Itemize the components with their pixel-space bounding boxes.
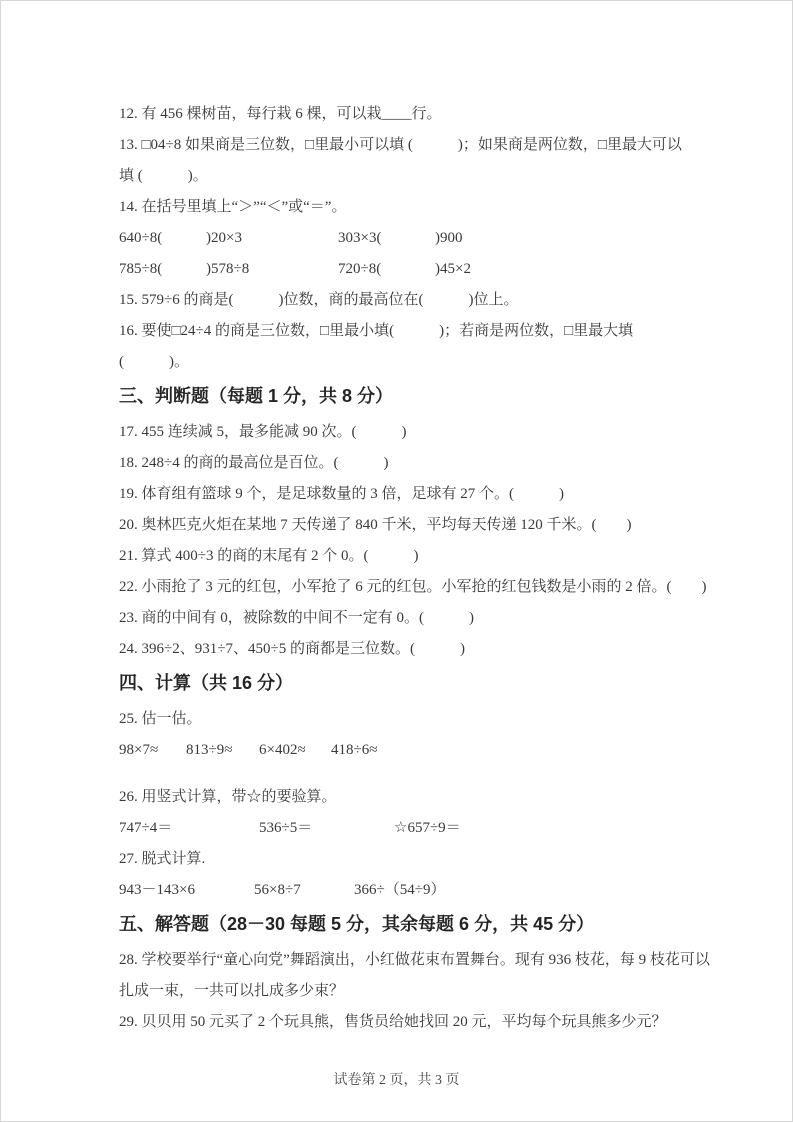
question-28-line1: 28. 学校要举行“童心向党”舞蹈演出，小红做花束布置舞台。现有 936 枝花，每 9 枝花可以 xyxy=(119,952,710,968)
question-25-estimate-row xyxy=(119,740,769,761)
question-16-line2: ( )。 xyxy=(119,354,189,370)
question-16-line1: 16. 要使□24÷4 的商是三位数，□里最小填( )；若商是两位数，□里最大填 xyxy=(119,323,634,339)
question-29: 29. 贝贝用 50 元买了 2 个玩具熊，售货员给她找回 20 元，平均每个玩具熊多少元？ xyxy=(119,1014,667,1030)
question-27-stepwise-row xyxy=(119,880,769,901)
question-18: 18. 248÷4 的商的最高位是百位。( ) xyxy=(119,455,389,471)
question-28-line2: 扎成一束，一共可以扎成多少束？ xyxy=(119,983,345,999)
question-23: 23. 商的中间有 0，被除数的中间不一定有 0。( ) xyxy=(119,610,474,626)
estimate-cell: 6×402≈ xyxy=(259,742,306,758)
compare-cell: )20×3 xyxy=(206,230,242,246)
exam-content xyxy=(119,104,769,1043)
question-13-line2: 填 ( )。 xyxy=(119,168,208,184)
compare-cell: 640÷8( xyxy=(119,230,163,246)
compare-cell: )45×2 xyxy=(435,261,471,277)
question-13-line1: 13. □04÷8 如果商是三位数，□里最小可以填 ( )；如果商是两位数，□里最大可以 xyxy=(119,137,682,153)
question-17: 17. 455 连续减 5，最多能减 90 次。( ) xyxy=(119,424,407,440)
section-judge-heading: 三、判断题（每题 1 分，共 8 分） xyxy=(119,386,394,406)
section-calc-heading: 四、计算（共 16 分） xyxy=(119,673,294,693)
vertical-calc-cell: 747÷4＝ xyxy=(119,820,173,836)
compare-cell: )900 xyxy=(435,230,463,246)
vertical-calc-cell: ☆657÷9＝ xyxy=(394,820,461,836)
question-14-title: 14. 在括号里填上“＞”“＜”或“＝”。 xyxy=(119,199,347,215)
question-12: 12. 有 456 棵树苗，每行栽 6 棵，可以栽____行。 xyxy=(119,106,442,122)
estimate-cell: 813÷9≈ xyxy=(186,742,233,758)
stepwise-calc-cell: 366÷（54÷9） xyxy=(354,882,446,898)
question-14-compare-row-1 xyxy=(119,228,769,249)
section-solve-heading: 五、解答题（28－30 每题 5 分，其余每题 6 分，共 45 分） xyxy=(119,914,595,934)
question-27-title: 27. 脱式计算. xyxy=(119,851,206,867)
question-21: 21. 算式 400÷3 的商的末尾有 2 个 0。( ) xyxy=(119,548,419,564)
question-24: 24. 396÷2、931÷7、450÷5 的商都是三位数。( ) xyxy=(119,641,465,657)
question-14-compare-row-2 xyxy=(119,259,769,280)
question-26-title: 26. 用竖式计算，带☆的要验算。 xyxy=(119,789,337,805)
vertical-calc-cell: 536÷5＝ xyxy=(259,820,313,836)
question-20: 20. 奥林匹克火炬在某地 7 天传递了 840 千米，平均每天传递 120 千米。( ) xyxy=(119,517,632,533)
question-19: 19. 体育组有篮球 9 个，是足球数量的 3 倍，足球有 27 个。( ) xyxy=(119,486,564,502)
estimate-cell: 98×7≈ xyxy=(119,742,159,758)
question-25-title: 25. 估一估。 xyxy=(119,711,202,727)
question-15: 15. 579÷6 的商是( )位数，商的最高位在( )位上。 xyxy=(119,292,519,308)
question-22: 22. 小雨抢了 3 元的红包，小军抢了 6 元的红包。小军抢的红包钱数是小雨的 2 倍。( ) xyxy=(119,579,707,595)
stepwise-calc-cell: 56×8÷7 xyxy=(254,882,301,898)
compare-cell: 785÷8( xyxy=(119,261,163,277)
stepwise-calc-cell: 943－143×6 xyxy=(119,882,195,898)
estimate-cell: 418÷6≈ xyxy=(331,742,378,758)
compare-cell: )578÷8 xyxy=(206,261,250,277)
page-footer: 试卷第 2 页，共 3 页 xyxy=(333,1073,460,1088)
question-26-vertical-row xyxy=(119,818,769,839)
compare-cell: 303×3( xyxy=(338,230,382,246)
compare-cell: 720÷8( xyxy=(338,261,382,277)
